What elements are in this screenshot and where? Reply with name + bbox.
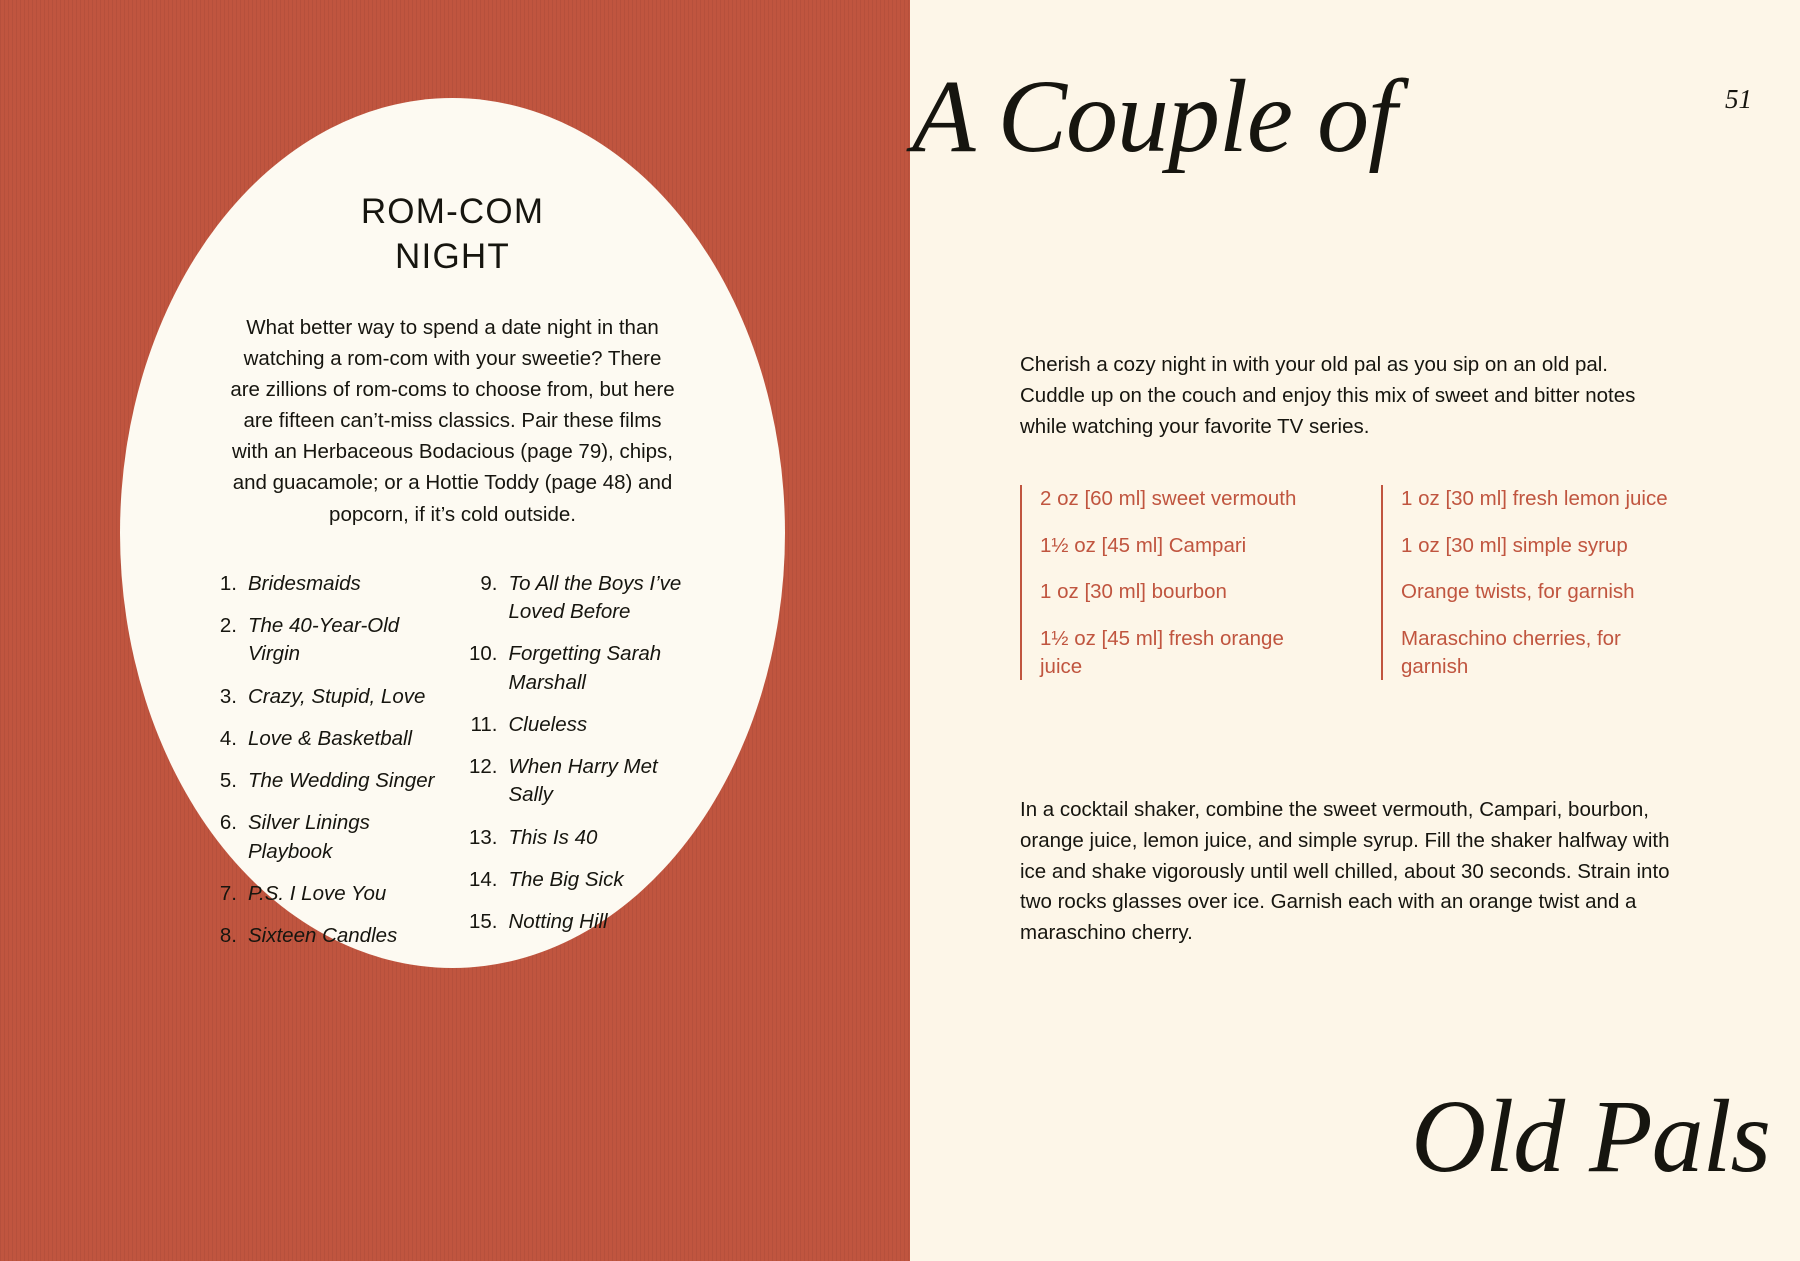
list-item (208, 767, 437, 795)
list-item-title: The Big Sick (508, 867, 624, 891)
recipe-method-text: In a cocktail shaker, combine the sweet vermouth, Campari, bourbon, orange juice, lemon juice, and simple syrup. Fill the shaker halfway with ice and shake vigorously until well chilled, about 30 seconds. Strain into two rocks glasses over ice. Garnish each with an orange twist and a maraschino cherry. (1020, 798, 1670, 944)
list-item (208, 809, 437, 866)
ingredient-column-right (1381, 485, 1690, 680)
list-item (208, 880, 437, 908)
list-item (208, 612, 437, 669)
list-item (469, 711, 698, 739)
list-item-number: 12. (469, 755, 498, 779)
list-item (469, 570, 698, 627)
ingredient-item: 2 oz [60 ml] sweet vermouth (1040, 487, 1297, 510)
list-item-title: Notting Hill (508, 910, 608, 934)
list-item (469, 824, 698, 852)
list-item (469, 753, 698, 810)
list-item-title: P.S. I Love You (248, 881, 387, 905)
ingredient-list (1020, 485, 1690, 680)
list-item (469, 866, 698, 894)
list-item-number: 10. (469, 642, 498, 666)
list-item-title: Love & Basketball (248, 726, 413, 750)
ingredient-item: 1 oz [30 ml] bourbon (1040, 580, 1227, 604)
list-item-title: To All the Boys I’ve Loved Before (508, 571, 682, 623)
page-number: 51 (1725, 84, 1752, 114)
right-page (910, 0, 1800, 1261)
movie-list (208, 570, 697, 965)
list-item-number: 9. (480, 571, 498, 595)
list-item (208, 570, 437, 598)
list-item-title: Bridesmaids (248, 571, 361, 595)
list-item-number: 15. (469, 910, 498, 934)
list-item-number: 7. (219, 881, 237, 905)
ingredient-item: Maraschino cherries, for garnish (1401, 627, 1621, 678)
list-item-number: 5. (219, 769, 237, 793)
list-item-number: 13. (469, 825, 498, 849)
sidebar-title-line1: ROM-COM (360, 192, 545, 231)
list-item-title: This Is 40 (508, 825, 598, 849)
list-item-number: 11. (470, 712, 498, 736)
ingredient-item: 1½ oz [45 ml] Campari (1040, 533, 1247, 557)
list-item-title: Forgetting Sarah Marshall (508, 642, 662, 694)
list-item (469, 908, 698, 936)
ingredient-item: 1 oz [30 ml] fresh lemon juice (1401, 487, 1668, 510)
list-item-number: 14. (469, 867, 498, 891)
list-item (208, 725, 437, 753)
ingredient-item: 1 oz [30 ml] simple syrup (1401, 533, 1628, 557)
list-item-number: 3. (219, 684, 237, 708)
rom-com-night-content (160, 190, 745, 965)
list-item-title: Crazy, Stupid, Love (248, 684, 426, 708)
list-item-number: 8. (219, 924, 237, 948)
sidebar-title-line2: NIGHT (395, 236, 510, 276)
sidebar-title (160, 190, 745, 280)
list-item-title: Sixteen Candles (248, 924, 398, 948)
list-item (208, 922, 437, 950)
list-item-title: Silver Linings Playbook (248, 811, 370, 863)
ingredient-column-left (1020, 485, 1329, 680)
list-item-title: The Wedding Singer (248, 769, 435, 793)
list-item-title: The 40-Year-Old Virgin (248, 613, 400, 666)
sidebar-intro-text: What better way to spend a date night in than watching a rom-com with your sweetie? There are zillions of rom-coms to choose from, but here are fifteen can’t-miss classics. Pair these films with an Herbaceous Bodacious (page 79), chips, and guacamole; or a Hottie Toddy (page 48) and popcorn, if it’s cold outside. (230, 315, 675, 526)
rom-com-night-panel (120, 98, 785, 968)
list-item-title: When Harry Met Sally (508, 755, 658, 807)
ingredient-item: 1½ oz [45 ml] fresh orange juice (1040, 627, 1284, 678)
ingredient-item: Orange twists, for garnish (1401, 580, 1635, 604)
list-item (208, 683, 437, 711)
recipe-title-top: A Couple of (912, 59, 1396, 174)
list-item (469, 640, 698, 697)
movie-list-column-left (208, 570, 437, 965)
list-item-number: 6. (219, 811, 237, 835)
movie-list-column-right (469, 570, 698, 965)
list-item-number: 4. (219, 726, 237, 750)
list-item-number: 1. (219, 571, 237, 595)
list-item-number: 2. (219, 613, 237, 637)
recipe-title-bottom: Old Pals (1411, 1079, 1770, 1194)
list-item-title: Clueless (508, 712, 588, 736)
recipe-intro-text: Cherish a cozy night in with your old pal as you sip on an old pal. Cuddle up on the couch and enjoy this mix of sweet and bitter notes while watching your favorite TV series. (1020, 353, 1636, 438)
